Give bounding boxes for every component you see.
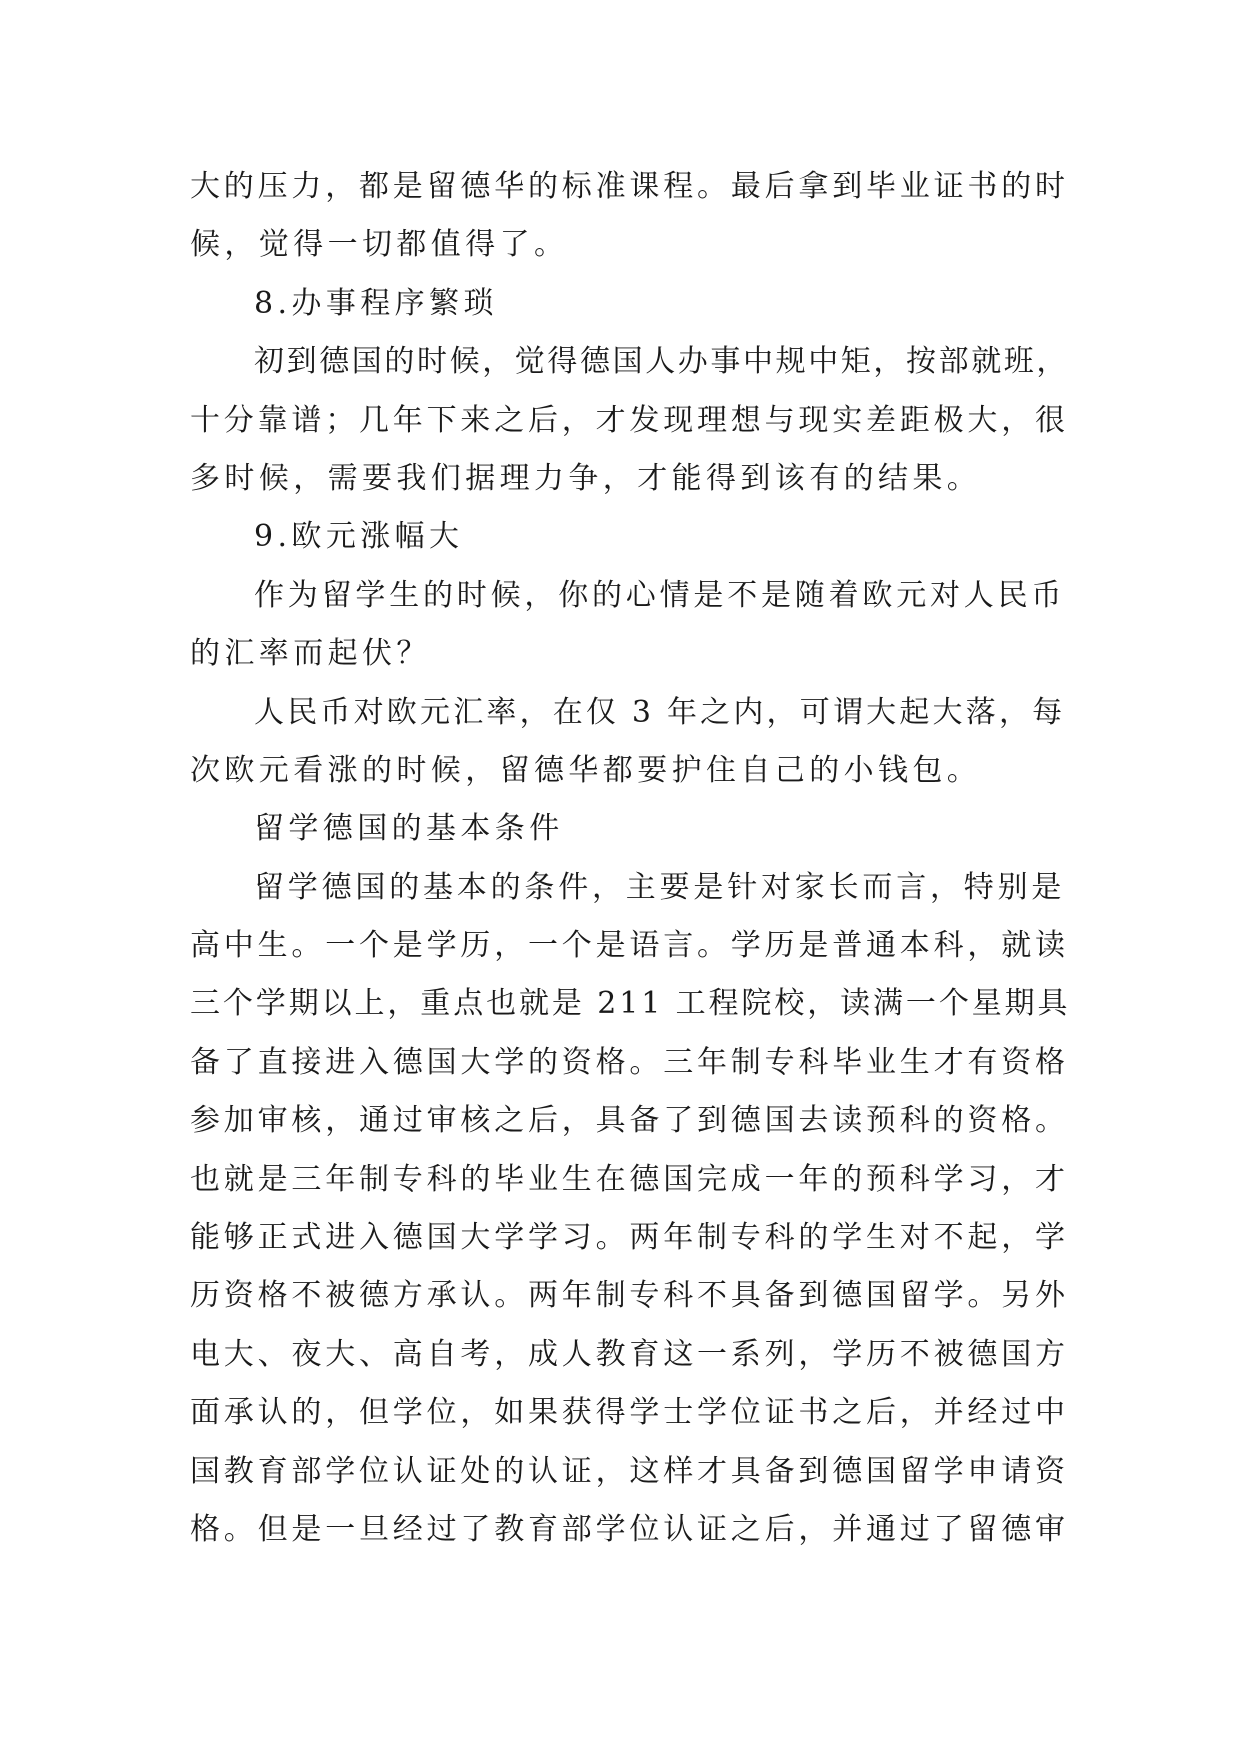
- text-line: 留学德国的基本条件: [254, 811, 564, 847]
- text-line: 作为留学生的时候，你的心情是不是随着欧元对人民币: [254, 577, 1066, 613]
- text-line: 格。但是一旦经过了教育部学位认证之后，并通过了留德审: [190, 1511, 1069, 1547]
- text-line: 大的压力，都是留德华的标准课程。最后拿到毕业证书的时: [190, 169, 1069, 204]
- text-line: 8.办事程序繁琐: [254, 285, 498, 321]
- text-line: 参加审核，通过审核之后，具备了到德国去读预科的资格。: [190, 1103, 1069, 1139]
- text-line: 多时候，需要我们据理力争，才能得到该有的结果。: [190, 460, 982, 496]
- text-line: 人民币对欧元汇率，在仅 3 年之内，可谓大起大落，每: [254, 694, 1066, 730]
- text-line: 十分靠谱；几年下来之后，才发现理想与现实差距极大，很: [190, 402, 1069, 438]
- text-line: 高中生。一个是学历，一个是语言。学历是普通本科，就读: [190, 928, 1069, 964]
- text-line: 历资格不被德方承认。两年制专科不具备到德国留学。另外: [190, 1278, 1069, 1314]
- text-line: 也就是三年制专科的毕业生在德国完成一年的预科学习，才: [190, 1161, 1069, 1197]
- text-line: 三个学期以上，重点也就是 211 工程院校，读满一个星期具: [190, 986, 1071, 1022]
- text-line: 初到德国的时候，觉得德国人办事中规中矩，按部就班，: [254, 344, 1069, 380]
- text-line: 备了直接进入德国大学的资格。三年制专科毕业生才有资格: [190, 1044, 1069, 1080]
- text-line: 次欧元看涨的时候，留德华都要护住自己的小钱包。: [190, 752, 982, 788]
- text-line: 国教育部学位认证处的认证，这样才具备到德国留学申请资: [190, 1453, 1069, 1489]
- text-line: 电大、夜大、高自考，成人教育这一系列，学历不被德国方: [190, 1336, 1069, 1372]
- text-line: 候，觉得一切都值得了。: [190, 227, 569, 263]
- text-line: 9.欧元涨幅大: [254, 519, 464, 555]
- text-line: 的汇率而起伏？: [190, 636, 431, 672]
- text-line: 留学德国的基本的条件，主要是针对家长而言，特别是: [254, 869, 1066, 905]
- text-line: 面承认的，但学位，如果获得学士学位证书之后，并经过中: [190, 1395, 1069, 1431]
- text-line: 能够正式进入德国大学学习。两年制专科的学生对不起，学: [190, 1220, 1069, 1256]
- document-body: [190, 158, 1071, 1559]
